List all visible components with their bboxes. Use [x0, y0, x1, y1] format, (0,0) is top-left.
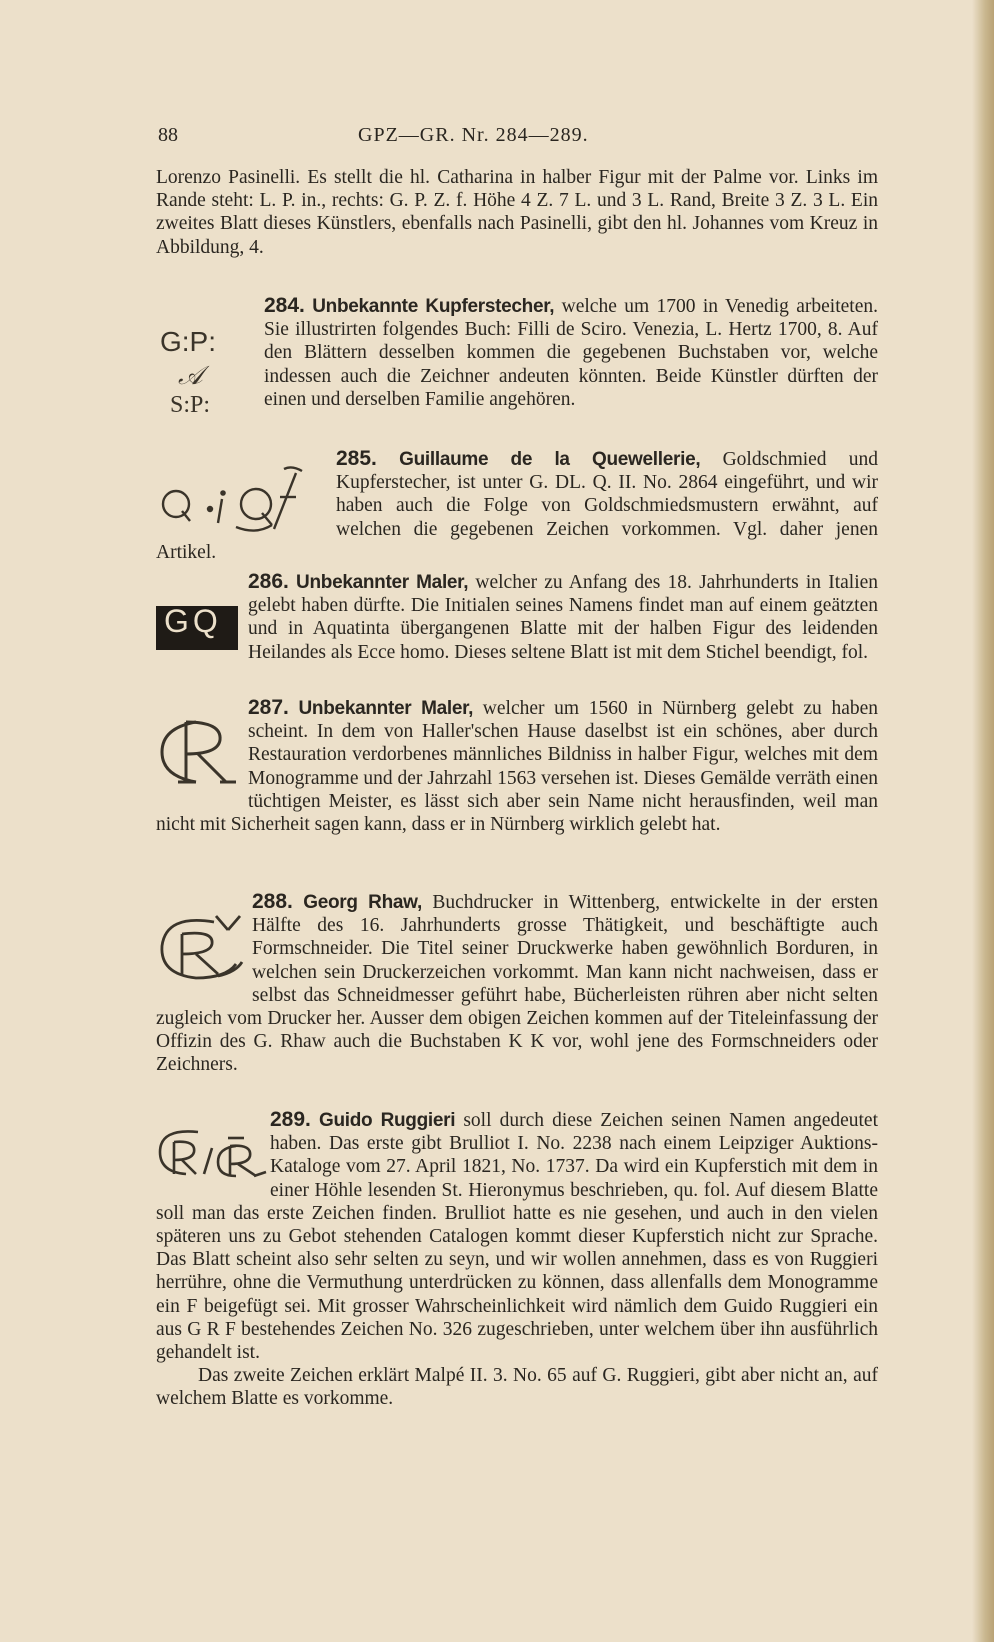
monogram-287	[156, 696, 248, 792]
monogram-285	[156, 447, 336, 539]
monogram-289	[156, 1108, 270, 1180]
entry-284	[156, 294, 878, 434]
monogram-284	[156, 294, 264, 434]
entry-284-number: 284.	[264, 294, 305, 317]
entry-289-text: soll durch diese Zeichen seinen Namen angedeutet haben. Das erste gibt Brulliot I. No. 2238 nach einem Leipziger Auktions-Kataloge vom 27. April 1821, No. 1737. Da wird ein Kupferstich mit dem in einer Höhle lesenden St. Hieronymus beschrieben, qu. fol. Auf diesem Blatte soll man das erste Zeichen finden. Brulliot hatte es nie gesehen, und auch in den vielen späteren uns zu Gebot stehenden Catalogen kommt dieser Kupferstich nicht zur Sprache. Das Blatt scheint also sehr selten zu seyn, und wir wollen annehmen, dass es von Ruggieri herrühre, ohne die Vermuthung unterdrücken zu können, dass allenfalls dem Monogramme ein F beigefügt sei. Mit grosser Wahrscheinlichkeit wird nämlich dem Guido Ruggieri ein aus G R F bestehendes Zeichen No. 326 zugeschrieben, unter welchem über ihn ausführlich gehandelt ist.	[156, 1110, 879, 1364]
entry-287-text: welcher um 1560 in Nürnberg gelebt zu haben scheint. In dem von Haller'schen Hause daselbst ist ein schönes, aber durch Restauration verdorbenes männliches Bildniss in halber Figur, welches mit dem Monogramme und der Jahrzahl 1563 versehen ist. Dieses Gemälde verräth einen tüchtigen Meister, es lässt sich aber sein Name nicht herausfinden, weil man nicht mit Sicherheit sagen kann, dass er in Nürnberg wirklich gelebt hat.	[156, 698, 879, 836]
monogram-289-drawing	[156, 1108, 270, 1180]
monogram-286	[156, 570, 248, 666]
entry-285-number: 285.	[336, 447, 377, 470]
entry-287-number: 287.	[248, 696, 289, 719]
entry-288-number: 288.	[252, 890, 293, 913]
intro-paragraph	[156, 166, 878, 259]
monogram-284-line2: 𝒜	[178, 361, 203, 390]
entry-285-name: Guillaume de la Quewellerie,	[399, 449, 701, 470]
monogram-285-text	[156, 447, 157, 448]
monogram-288	[156, 890, 252, 986]
monogram-286-letters: GQ	[164, 603, 222, 639]
monogram-287-text	[156, 696, 157, 697]
entry-289	[156, 1108, 878, 1411]
running-title: GPZ—GR. Nr. 284—289.	[358, 124, 589, 146]
monogram-285-drawing	[156, 447, 336, 539]
entry-289-number: 289.	[270, 1108, 311, 1131]
entry-284-text: welche um 1700 in Venedig arbeiteten. Sie illustrirten folgendes Buch: Filli de Sciro. Venezia, L. Hertz 1700, 8. Auf den Blättern desselben kommen die gegebenen Buchstaben vor, welche indessen auch die Zeichner andeuten könnten. Beide Künstler dürften der einen und derselben Familie angehören.	[264, 296, 878, 410]
entry-286-number: 286.	[248, 570, 289, 593]
entry-288-name: Georg Rhaw,	[303, 892, 422, 913]
entry-287	[156, 696, 878, 836]
monogram-289-text	[156, 1108, 157, 1109]
entry-289-paragraph2	[156, 1364, 878, 1410]
monogram-287-drawing	[156, 696, 248, 792]
monogram-284-line1: G:P:	[160, 326, 217, 357]
monogram-284-line3: S:P:	[170, 392, 211, 418]
intro-text: Lorenzo Pasinelli. Es stellt die hl. Catharina in halber Figur mit der Palme vor. Links im Rande steht: L. P. in., rechts: G. P. Z. f. Höhe 4 Z. 7 L. und 3 L. Rand, Breite 3 Z. 3 L. Ein zweites Blatt dieses Künstlers, ebenfalls nach Pasinelli, gibt den hl. Johannes vom Kreuz in Abbildung, 4.	[156, 167, 878, 258]
entry-286-name: Unbekannter Maler,	[296, 572, 469, 593]
entry-289-name: Guido Ruggieri	[318, 1110, 456, 1131]
entry-288-text: Buchdrucker in Wittenberg, entwickelte in der ersten Hälfte des 16. Jahrhunderts grosse Thätigkeit, und beschäftigte auch Formschneider. Die Titel seiner Druckwerke haben gewöhnlich Borduren, in welchen sein Druckerzeichen vorkommt. Man kann nicht nachweisen, dass er selbst das Schneidmesser geführt habe, Bücherleisten rühren aber nicht selten zugleich vom Drucker her. Ausser dem obigen Zeichen kommen auf der Titeleinfassung der Offizin des G. Rhaw auch die Buchstaben K K vor, wohl jene des Formschneiders oder Zeichners.	[156, 892, 879, 1076]
page-number: 88	[158, 124, 178, 146]
entry-287-name: Unbekannter Maler,	[298, 698, 474, 719]
entry-289-text2: Das zweite Zeichen erklärt Malpé II. 3. No. 65 auf G. Ruggieri, gibt aber nicht an, auf welchem Blatte es vorkomme.	[156, 1365, 878, 1410]
entry-286	[156, 570, 878, 666]
entry-286-text: welcher zu Anfang des 18. Jahrhunderts in Italien gelebt haben dürfte. Die Initialen seines Namens findet man auf einem geätzten und in Aquatinta übergangenen Blatte mit der halben Figur des leidenden Heilandes als Ecce homo. Dieses seltene Blatt ist mit dem Stichel beendigt, fol.	[248, 572, 879, 663]
entry-285	[156, 447, 878, 564]
entry-288	[156, 890, 878, 1077]
monogram-288-drawing	[156, 890, 252, 986]
entry-284-name: Unbekannte Kupferstecher,	[312, 296, 555, 317]
monogram-288-text	[156, 890, 157, 891]
entry-285-text: Goldschmied und Kupferstecher, ist unter G. DL. Q. II. No. 2864 eingeführt, und wir haben auch die Folge von Goldschmiedsmustern erwähnt, auf welchen die gegebenen Zeichen vorkommen. Vgl. daher jenen Artikel.	[156, 449, 879, 563]
